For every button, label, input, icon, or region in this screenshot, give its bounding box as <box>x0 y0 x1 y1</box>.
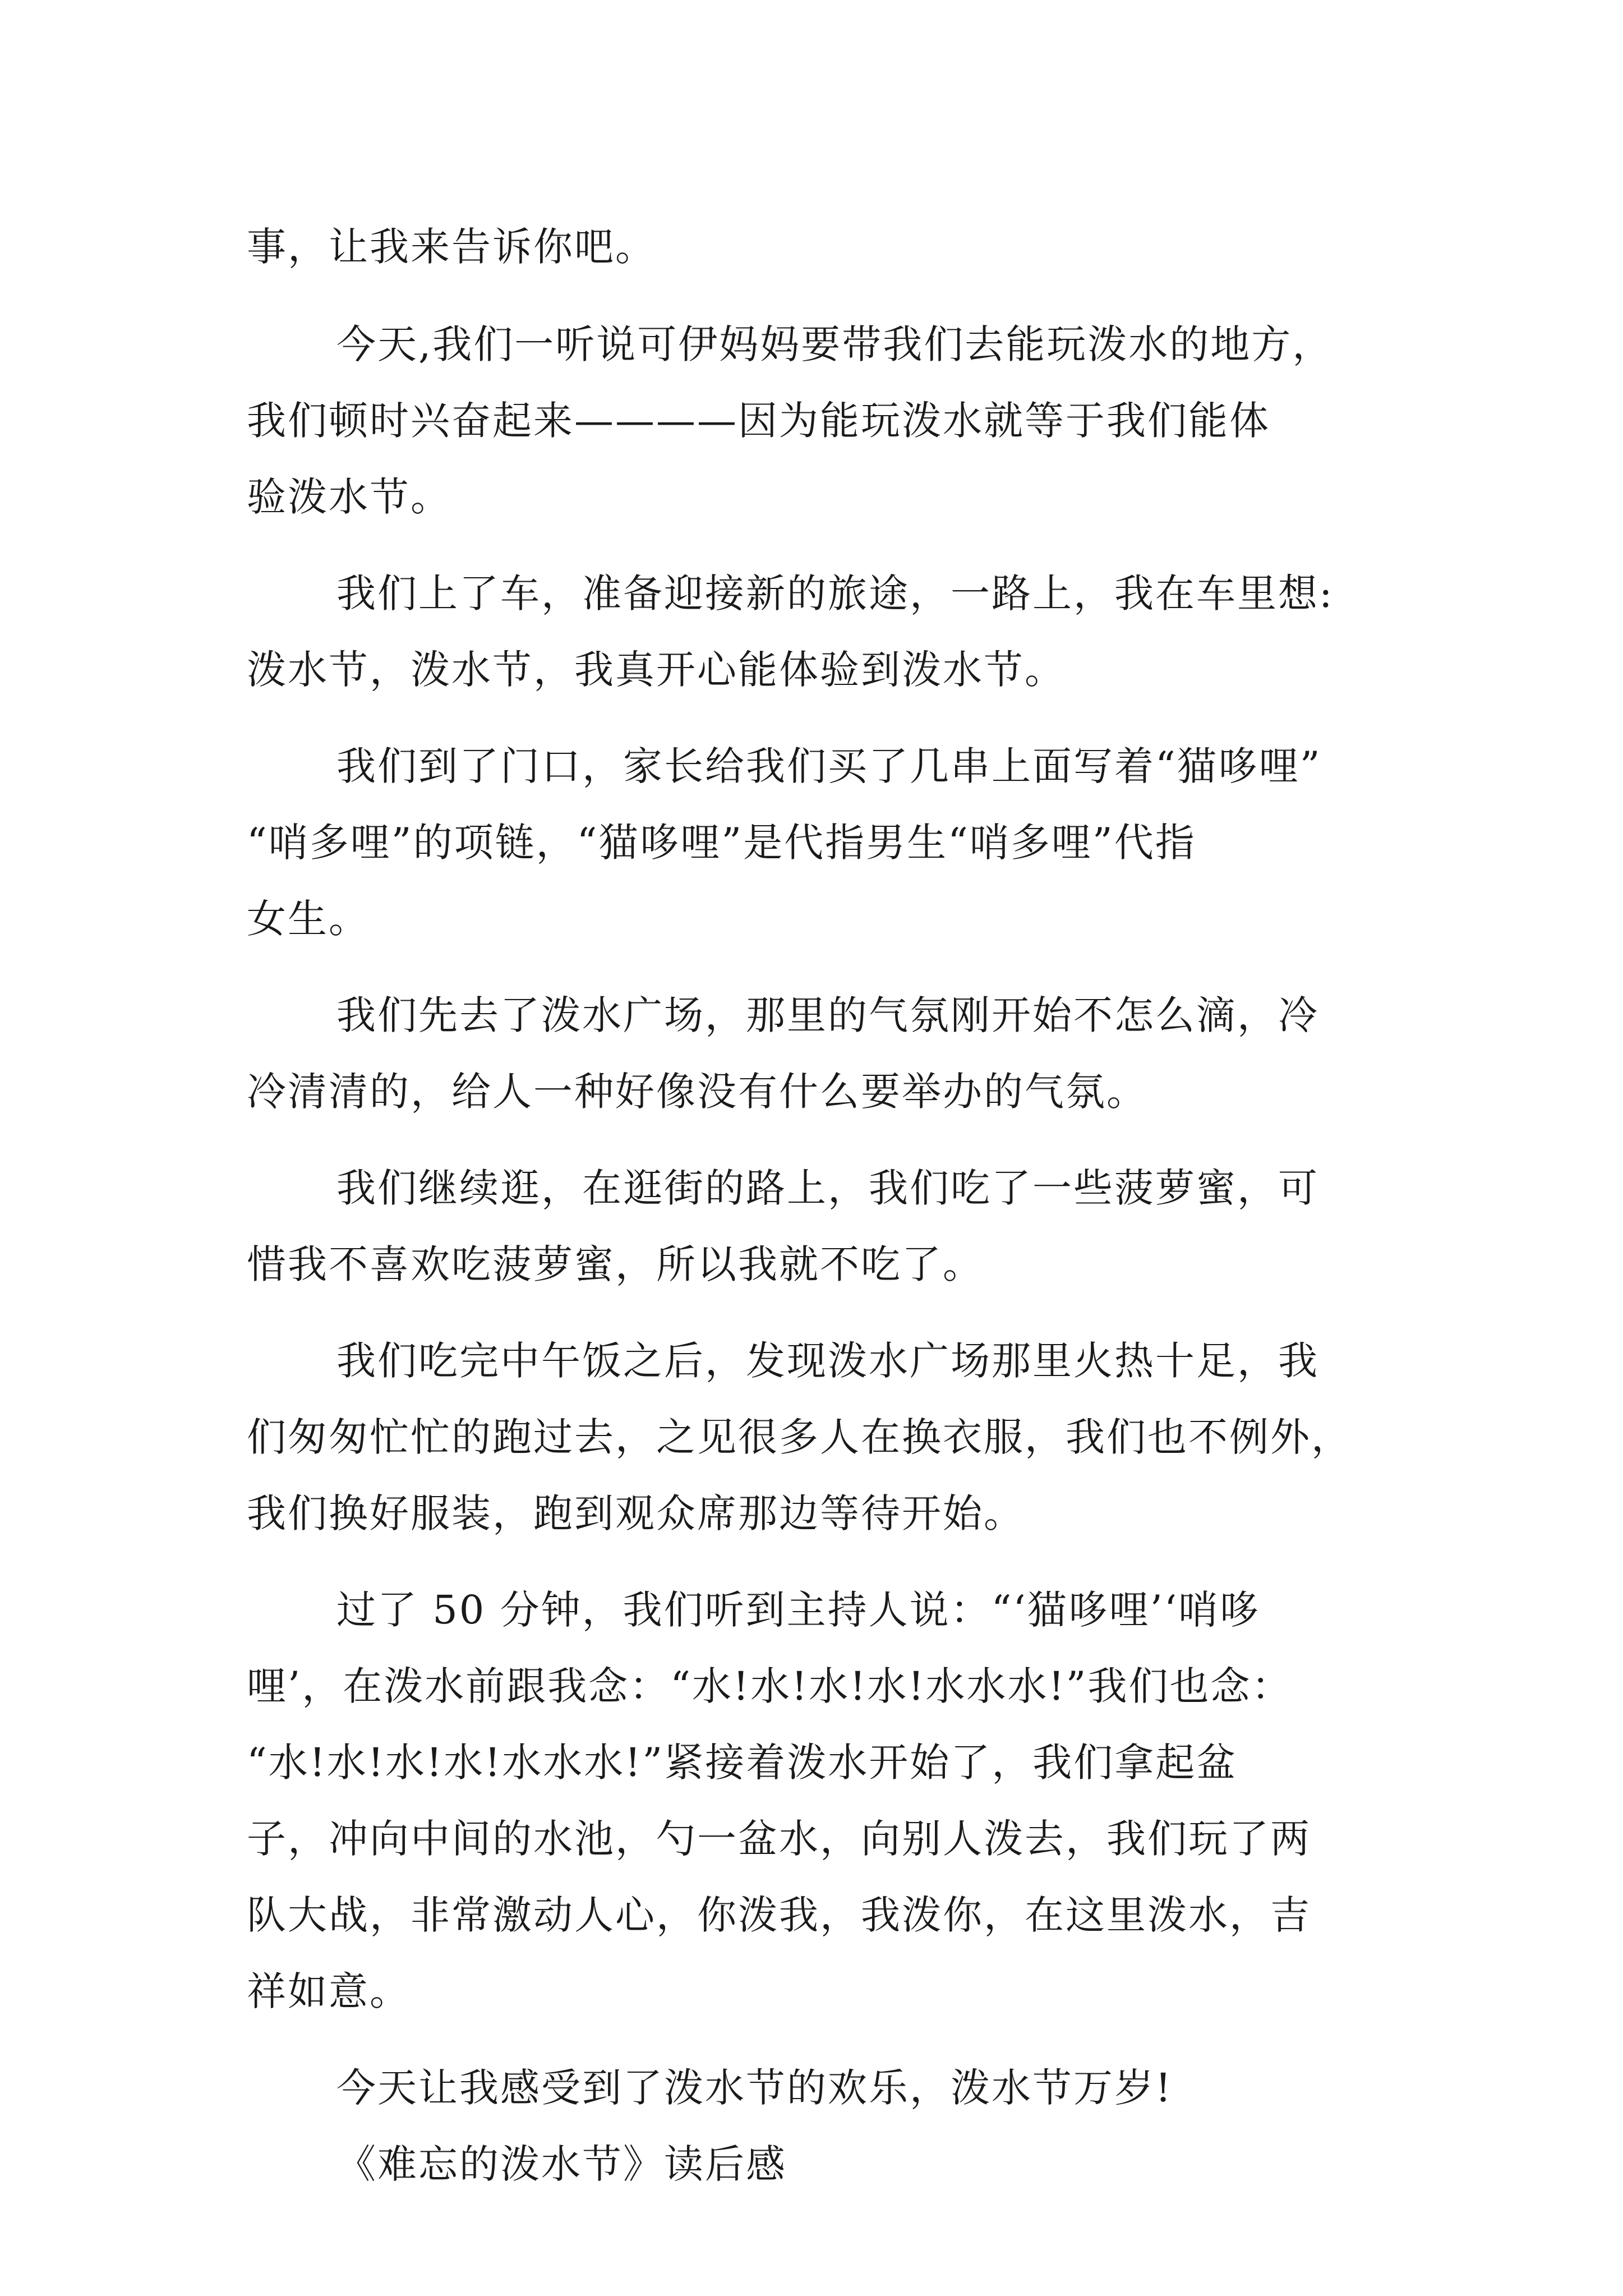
text-line: 女生。 <box>247 896 370 942</box>
paragraph-line: 我们先去了泼水广场，那里的气氛刚开始不怎么滴，冷 <box>336 992 1319 1038</box>
paragraph-line: 我们继续逛，在逛街的路上，我们吃了一些菠萝蜜，可 <box>336 1165 1319 1211</box>
text-line: 哩’，在泼水前跟我念：“水!水!水!水!水水水!”我们也念： <box>247 1663 1293 1709</box>
section-heading: 《难忘的泼水节》读后感 <box>336 2141 787 2187</box>
text-line: 队大战，非常激动人心，你泼我，我泼你，在这里泼水，吉 <box>247 1892 1311 1938</box>
paragraph-line: 过了 50 分钟，我们听到主持人说：“‘猫哆哩’‘哨哆 <box>336 1587 1261 1633</box>
text-line: 我们换好服装，跑到观众席那边等待开始。 <box>247 1490 1025 1536</box>
text-line: 我们顿时兴奋起来————因为能玩泼水就等于我们能体 <box>247 398 1270 444</box>
text-line: 验泼水节。 <box>247 474 451 520</box>
paragraph-line: 今天让我感受到了泼水节的欢乐，泼水节万岁! <box>336 2065 1173 2111</box>
text-line: “水!水!水!水!水水水!”紧接着泼水开始了，我们拿起盆 <box>247 1740 1238 1786</box>
text-line: 祥如意。 <box>247 1968 411 2014</box>
paragraph-line: 我们上了车，准备迎接新的旅途，一路上，我在车里想: <box>336 570 1334 616</box>
text-line: 泼水节，泼水节，我真开心能体验到泼水节。 <box>247 647 1066 693</box>
paragraph-line: 我们吃完中午饭之后，发现泼水广场那里火热十足，我 <box>336 1338 1319 1384</box>
paragraph-line: 我们到了门口，家长给我们买了几串上面写着“猫哆哩” <box>336 743 1322 789</box>
text-line: 子，冲向中间的水池，勺一盆水，向别人泼去，我们玩了两 <box>247 1816 1311 1862</box>
text-line: 惜我不喜欢吃菠萝蜜，所以我就不吃了。 <box>247 1241 984 1287</box>
text-line: “哨多哩”的项链，“猫哆哩”是代指男生“哨多哩”代指 <box>247 820 1196 866</box>
text-line: 事，让我来告诉你吧。 <box>247 224 656 270</box>
text-line: 冷清清的，给人一种好像没有什么要举办的气氛。 <box>247 1069 1147 1115</box>
text-line: 们匆匆忙忙的跑过去，之见很多人在换衣服，我们也不例外， <box>247 1414 1352 1460</box>
paragraph-line: 今天,我们一听说可伊妈妈要带我们去能玩泼水的地方， <box>336 321 1334 367</box>
